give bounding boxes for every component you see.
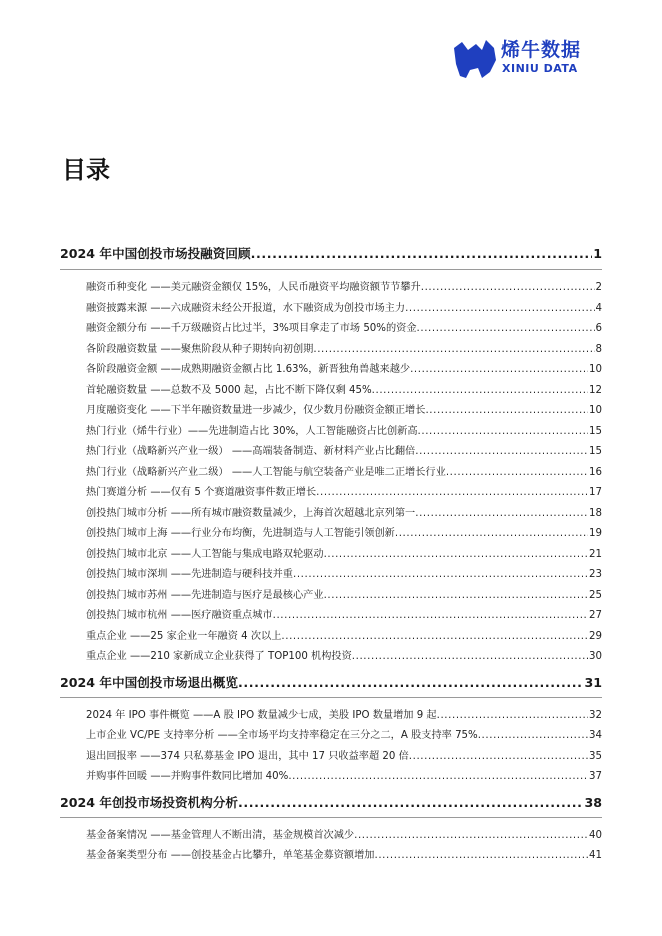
- toc-item-page: 10: [589, 364, 602, 375]
- toc-item-label: 基金备案情况 ——基金管理人不断出清，基金规模首次减少: [86, 829, 355, 841]
- toc-item-label: 创投热门城市北京 ——人工智能与集成电路双轮驱动: [86, 548, 324, 560]
- toc-section-page: 31: [584, 674, 602, 690]
- toc-item-label: 2024 年 IPO 事件概览 ——A 股 IPO 数量减少七成，美股 IPO 数量增加 9 起: [86, 709, 437, 721]
- leader-dots: [418, 426, 589, 437]
- leader-dots: [421, 282, 595, 293]
- toc-item-label: 创投热门城市深圳 ——先进制造与硬科技并重: [86, 569, 293, 580]
- toc-item-label: 上市企业 VC/PE 支持率分析 ——全市场平均支持率稳定在三分之二，A 股支持率 75%: [86, 730, 478, 741]
- leader-dots: [372, 385, 588, 396]
- leader-dots: [409, 751, 588, 762]
- leader-dots: [446, 467, 588, 478]
- toc-item-page: 21: [589, 548, 602, 560]
- toc-item[interactable]: [60, 299, 602, 320]
- leader-dots: [437, 710, 588, 721]
- toc-item[interactable]: [60, 586, 602, 607]
- leader-dots: [324, 590, 588, 601]
- toc-item[interactable]: [60, 483, 602, 504]
- toc-item-page: 32: [589, 709, 602, 721]
- leader-dots: [415, 508, 588, 519]
- leader-dots: [251, 246, 593, 261]
- toc-item[interactable]: [60, 606, 602, 627]
- toc-item[interactable]: [60, 706, 602, 727]
- toc-item-page: 23: [589, 569, 602, 580]
- toc-item-page: 35: [589, 750, 602, 762]
- toc-item-page: 27: [589, 610, 602, 621]
- leader-dots: [238, 675, 584, 690]
- toc-item-label: 创投热门城市分析 ——所有城市融资数量减少，上海首次超越北京列第一: [86, 507, 416, 519]
- toc-section-page: 1: [593, 246, 602, 261]
- leader-dots: [281, 631, 588, 642]
- toc-item[interactable]: [60, 422, 602, 443]
- toc-item[interactable]: [60, 340, 602, 361]
- leader-dots: [417, 323, 595, 334]
- toc-section-page: 38: [584, 794, 602, 810]
- toc-item[interactable]: [60, 726, 602, 747]
- logo-text-cn: 烯牛数据: [501, 39, 582, 61]
- leader-dots: [352, 651, 588, 662]
- toc-item-page: 40: [589, 829, 602, 841]
- toc-item-page: 10: [589, 405, 602, 416]
- toc-item-label: 月度融资变化 ——下半年融资数量进一步减少，仅少数月份融资金额正增长: [86, 405, 426, 416]
- table-of-contents: [60, 243, 602, 867]
- toc-item-page: 12: [589, 384, 602, 396]
- toc-item-page: 17: [589, 487, 602, 498]
- leader-dots: [354, 830, 588, 841]
- toc-item-label: 退出回报率 ——374 只私募基金 IPO 退出，其中 17 只收益率超 20 倍: [86, 750, 409, 762]
- page-title: 目录: [62, 156, 110, 184]
- toc-item-label: 并购事件回暖 ——并购事件数同比增加 40%: [86, 771, 289, 782]
- toc-item-label: 创投热门城市上海 ——行业分布均衡，先进制造与人工智能引领创新: [86, 528, 395, 539]
- toc-item-label: 创投热门城市杭州 ——医疗融资重点城市: [86, 610, 273, 621]
- leader-dots: [273, 610, 588, 621]
- toc-item[interactable]: [60, 627, 602, 648]
- toc-item-page: 8: [595, 343, 602, 355]
- toc-section-2[interactable]: [60, 672, 602, 697]
- toc-item-page: 16: [589, 466, 602, 478]
- rhino-logo-icon: [452, 38, 498, 80]
- toc-item-label: 重点企业 ——25 家企业一年融资 4 次以上: [86, 630, 282, 642]
- toc-item[interactable]: [60, 846, 602, 867]
- leader-dots: [405, 303, 594, 314]
- toc-item-label: 融资币种变化 ——美元融资金额仅 15%，人民币融资平均融资额节节攀升: [86, 282, 421, 293]
- toc-item[interactable]: [60, 504, 602, 525]
- leader-dots: [410, 364, 588, 375]
- toc-item[interactable]: [60, 278, 602, 299]
- leader-dots: [415, 446, 588, 457]
- leader-dots: [324, 549, 588, 560]
- toc-item-page: 15: [589, 425, 602, 437]
- toc-item[interactable]: [60, 463, 602, 484]
- toc-item-page: 34: [589, 730, 602, 741]
- toc-item-page: 19: [589, 528, 602, 539]
- leader-dots: [478, 730, 588, 741]
- toc-item[interactable]: [60, 747, 602, 768]
- toc-item-label: 融资披露来源 ——六成融资未经公开报道，水下融资成为创投市场主力: [86, 302, 406, 314]
- leader-dots: [293, 569, 588, 580]
- toc-item[interactable]: [60, 565, 602, 586]
- toc-section-title: 2024 年中国创投市场投融资回顾: [60, 246, 251, 261]
- toc-item[interactable]: [60, 381, 602, 402]
- toc-item-page: 18: [589, 507, 602, 519]
- leader-dots: [316, 487, 588, 498]
- toc-section-1[interactable]: [60, 243, 602, 269]
- toc-item-label: 重点企业 ——210 家新成立企业获得了 TOP100 机构投资: [86, 651, 352, 662]
- toc-item-label: 融资金额分布 ——千万级融资占比过半，3%项目拿走了市场 50%的资金: [86, 323, 417, 334]
- toc-item-page: 6: [595, 323, 602, 334]
- section-divider: [60, 697, 602, 706]
- leader-dots: [395, 528, 588, 539]
- toc-section-3[interactable]: [60, 792, 602, 817]
- toc-item-label: 热门行业（战略新兴产业二级） ——人工智能与航空装备产业是唯二正增长行业: [86, 466, 446, 478]
- toc-item[interactable]: [60, 442, 602, 463]
- toc-item[interactable]: [60, 360, 602, 381]
- toc-item[interactable]: [60, 524, 602, 545]
- toc-item-label: 首轮融资数量 ——总数不及 5000 起，占比不断下降仅剩 45%: [86, 384, 372, 396]
- toc-item-page: 30: [589, 651, 602, 662]
- toc-item-page: 29: [589, 630, 602, 642]
- toc-item[interactable]: [60, 545, 602, 566]
- toc-item-label: 创投热门城市苏州 ——先进制造与医疗是最核心产业: [86, 589, 324, 601]
- section-divider: [60, 269, 602, 278]
- leader-dots: [425, 405, 588, 416]
- toc-item[interactable]: [60, 319, 602, 340]
- toc-section-title: 2024 年创投市场投资机构分析: [60, 794, 238, 810]
- leader-dots: [375, 850, 589, 861]
- toc-item-label: 基金备案类型分布 ——创投基金占比攀升，单笔基金募资额增加: [86, 850, 375, 861]
- toc-item[interactable]: [60, 767, 602, 788]
- toc-item-label: 各阶段融资数量 ——聚焦阶段从种子期转向初创期: [86, 343, 314, 355]
- toc-item-page: 37: [589, 771, 602, 782]
- leader-dots: [313, 344, 594, 355]
- toc-item[interactable]: [60, 401, 602, 422]
- brand-logo: [452, 38, 602, 80]
- toc-item-label: 热门行业（战略新兴产业一级） ——高端装备制造、新材料产业占比翻倍: [86, 446, 416, 457]
- toc-item-label: 各阶段融资金额 ——成熟期融资金额占比 1.63%，新晋独角兽越来越少: [86, 364, 411, 375]
- toc-item[interactable]: [60, 647, 602, 668]
- logo-text-en: XINIU DATA: [502, 62, 578, 75]
- toc-item-page: 4: [595, 302, 602, 314]
- leader-dots: [288, 771, 588, 782]
- section-divider: [60, 817, 602, 826]
- toc-item-page: 25: [589, 589, 602, 601]
- toc-section-title: 2024 年中国创投市场退出概览: [60, 674, 238, 690]
- toc-item-page: 41: [589, 850, 602, 861]
- toc-item-page: 15: [589, 446, 602, 457]
- leader-dots: [238, 795, 584, 810]
- toc-item[interactable]: [60, 826, 602, 847]
- toc-item-page: 2: [595, 282, 602, 293]
- toc-item-label: 热门赛道分析 ——仅有 5 个赛道融资事件数正增长: [86, 487, 317, 498]
- toc-item-label: 热门行业（烯牛行业）——先进制造占比 30%，人工智能融资占比创新高: [86, 425, 418, 437]
